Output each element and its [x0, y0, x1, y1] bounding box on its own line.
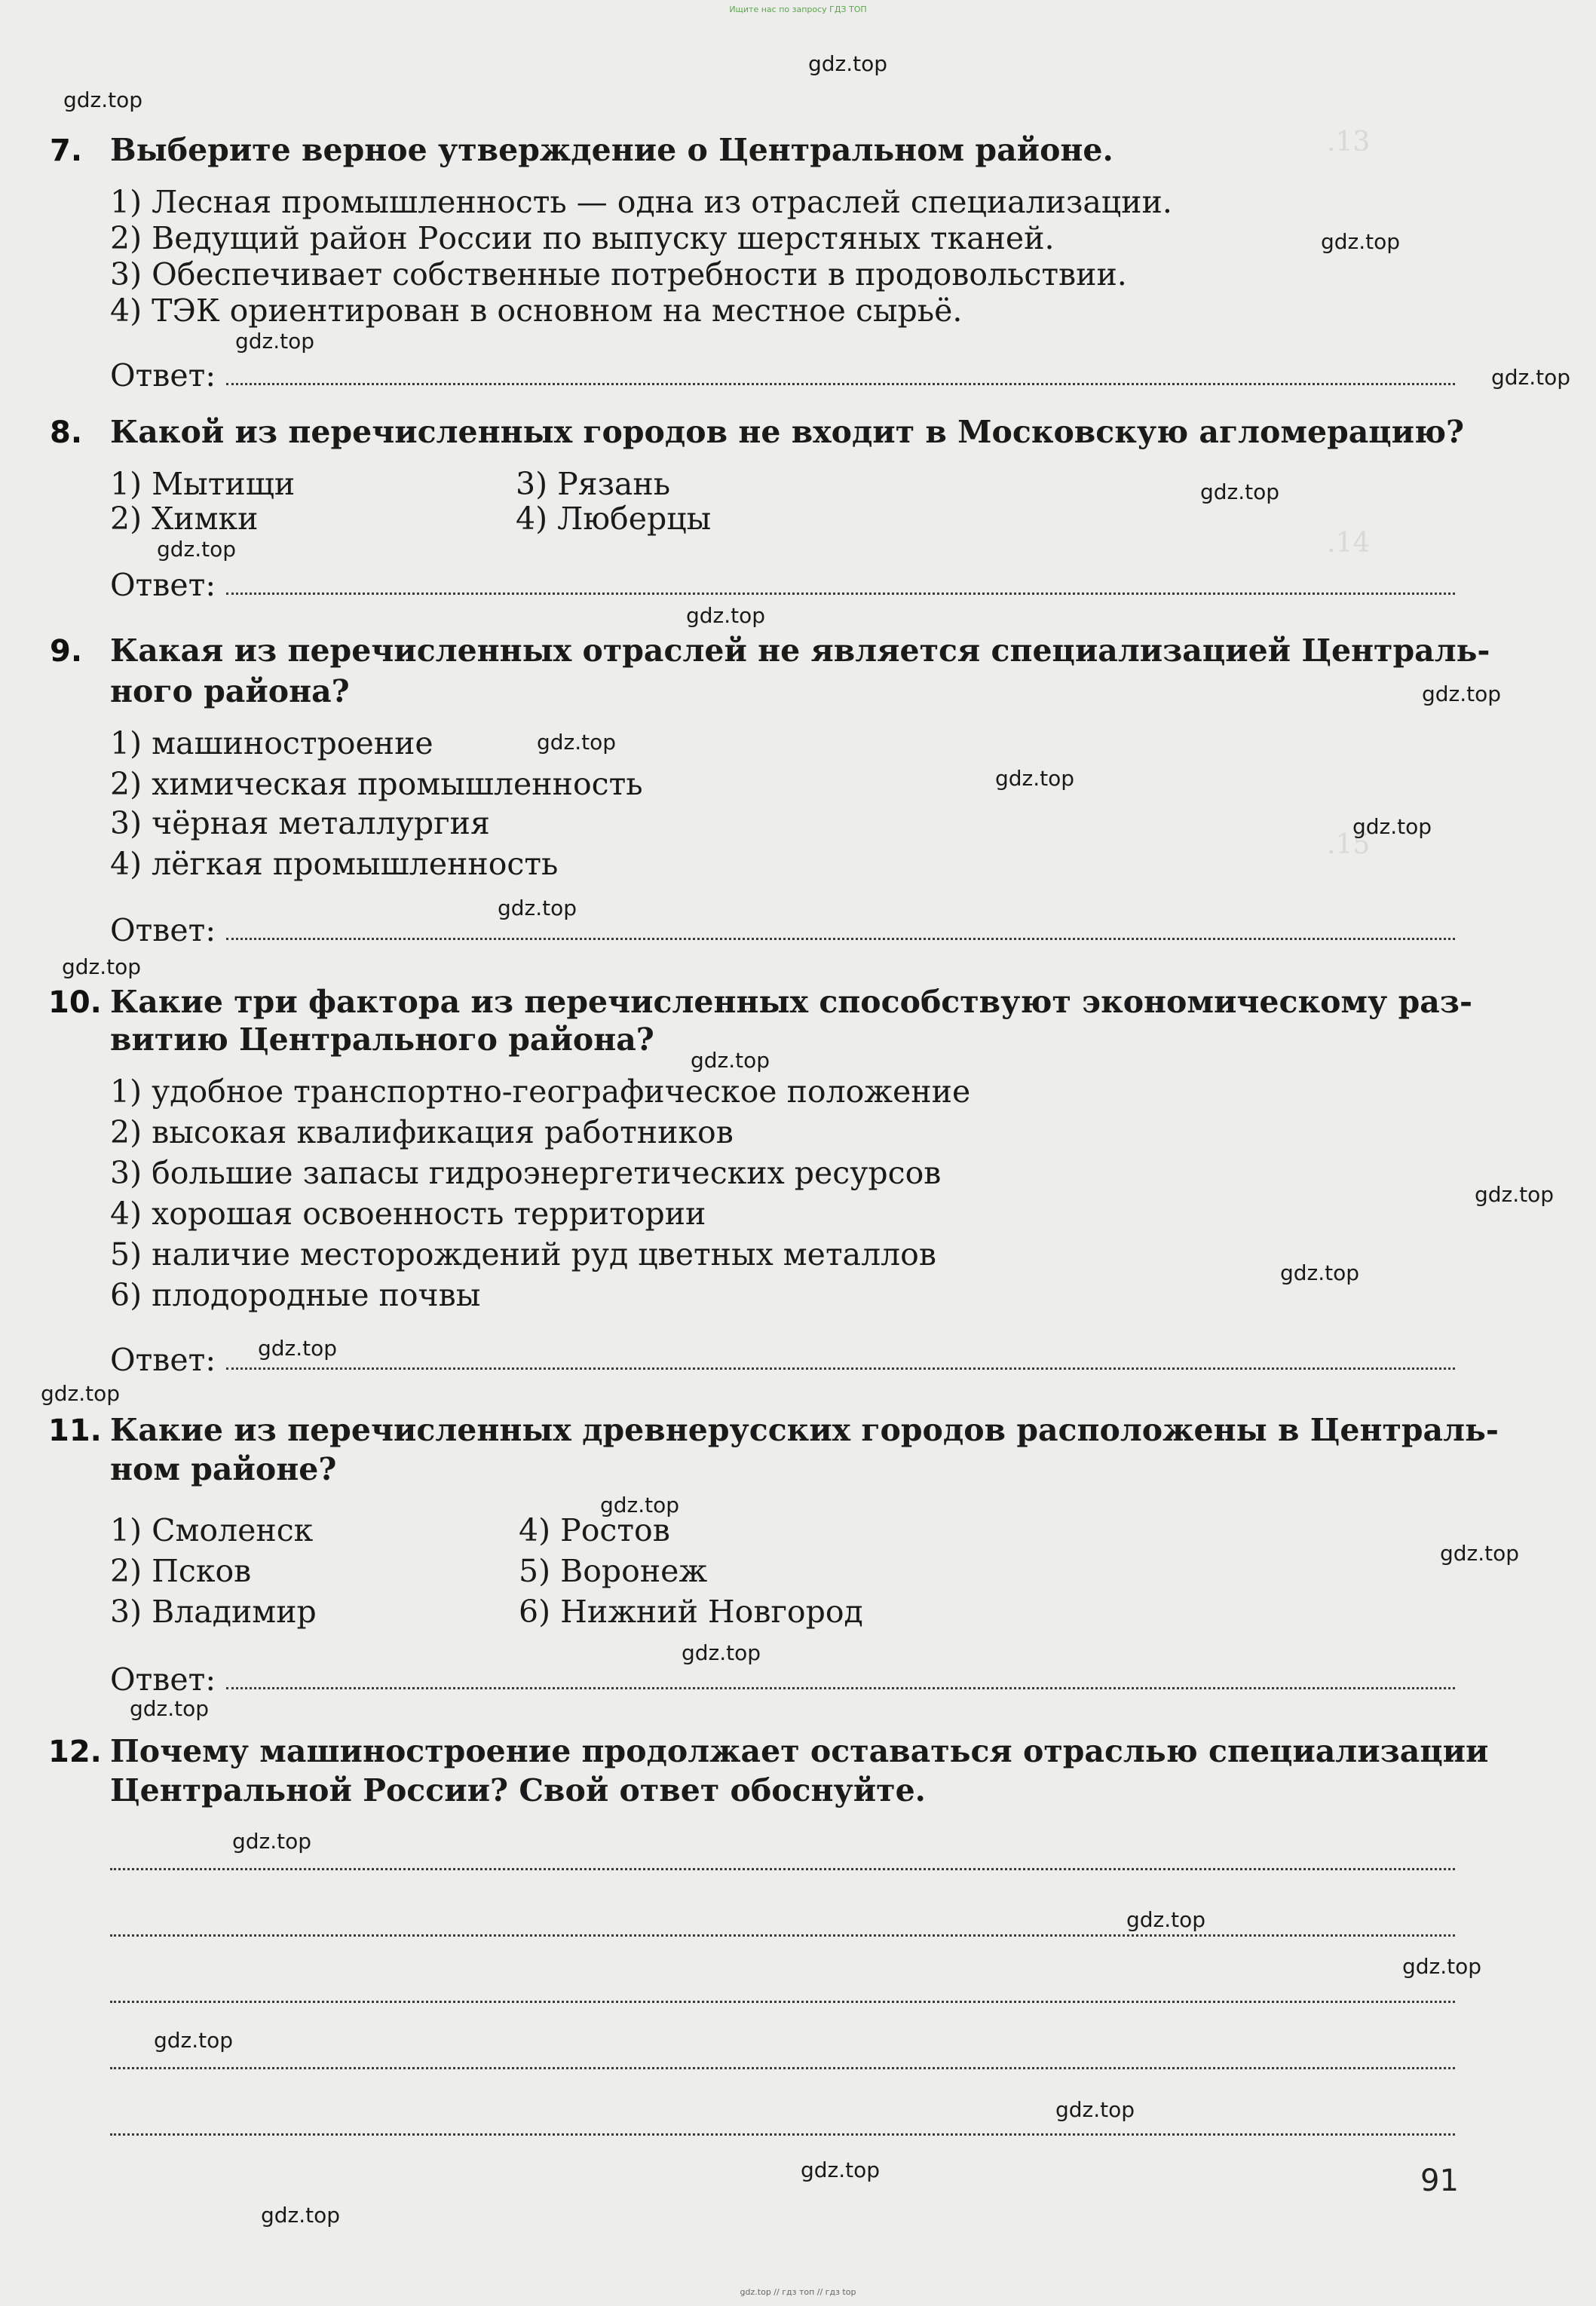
question-9-option-1: 1) машиностроение: [110, 725, 433, 761]
answer-line-12-5[interactable]: [110, 2133, 1455, 2136]
show-through-text: .13: [1327, 127, 1371, 158]
question-11-number: 11.: [48, 1413, 102, 1448]
question-10-option-3: 3) большие запасы гидроэнергетических ресурсов: [110, 1155, 942, 1191]
question-11-option-3: 3) Владимир: [110, 1594, 317, 1630]
question-9-option-4: 4) лёгкая промышленность: [110, 846, 559, 882]
watermark: gdz.top: [691, 1048, 770, 1073]
question-8-option-3: 3) Рязань: [516, 466, 671, 502]
question-10-option-4: 4) хорошая освоенность территории: [110, 1196, 706, 1232]
answer-line-9[interactable]: [226, 938, 1455, 940]
question-11-text-line2: ном районе?: [110, 1451, 337, 1487]
question-11-option-5: 5) Воронеж: [519, 1553, 708, 1589]
question-9-text-line2: ного района?: [110, 673, 350, 709]
watermark: gdz.top: [682, 1640, 761, 1665]
question-9-text-line1: Какая из перечисленных отраслей не является специализацией Централь-: [110, 632, 1490, 669]
answer-label: Ответ:: [110, 567, 216, 603]
watermark: gdz.top: [1280, 1260, 1360, 1285]
watermark: gdz.top: [1440, 1541, 1520, 1566]
page-number: 91: [1420, 2164, 1459, 2198]
watermark: gdz.top: [1055, 2097, 1135, 2122]
watermark: gdz.top: [686, 603, 766, 628]
answer-label: Ответ:: [110, 357, 216, 394]
question-8-option-2: 2) Химки: [110, 501, 259, 537]
watermark: gdz.top: [258, 1336, 338, 1361]
question-12-number: 12.: [48, 1735, 102, 1769]
watermark: gdz.top: [62, 954, 142, 979]
question-7-option-2: 2) Ведущий район России по выпуску шерстяных тканей.: [110, 220, 1055, 256]
answer-line-8[interactable]: [226, 593, 1455, 595]
watermark: gdz.top: [157, 537, 237, 562]
watermark: gdz.top: [1475, 1182, 1555, 1207]
watermark: gdz.top: [1491, 365, 1571, 390]
watermark: gdz.top: [63, 87, 143, 112]
watermark: gdz.top: [1321, 229, 1401, 254]
watermark: gdz.top: [1126, 1907, 1206, 1932]
watermark: gdz.top: [995, 766, 1075, 791]
question-8-number: 8.: [50, 415, 83, 450]
question-12-text-line1: Почему машиностроение продолжает оставаться отраслью специализации: [110, 1733, 1489, 1769]
question-9-option-3: 3) чёрная металлургия: [110, 805, 490, 841]
question-9-number: 9.: [50, 634, 83, 669]
watermark: gdz.top: [1422, 681, 1502, 706]
question-10-text-line1: Какие три фактора из перечисленных способствуют экономическому раз-: [110, 984, 1472, 1020]
question-7-text: Выберите верное утверждение о Центральном районе.: [110, 132, 1114, 168]
question-10-option-6: 6) плодородные почвы: [110, 1277, 481, 1313]
question-7-option-4: 4) ТЭК ориентирован в основном на местное сырьё.: [110, 292, 963, 329]
answer-line-12-1[interactable]: [110, 1868, 1455, 1870]
answer-label: Ответ:: [110, 1342, 216, 1378]
watermark: gdz.top: [235, 329, 315, 354]
question-12-text-line2: Центральной России? Свой ответ обоснуйте.: [110, 1772, 926, 1808]
question-10-option-5: 5) наличие месторождений руд цветных металлов: [110, 1236, 936, 1272]
answer-line-12-4[interactable]: [110, 2067, 1455, 2069]
question-11-option-6: 6) Нижний Новгород: [519, 1594, 863, 1630]
question-10-text-line2: витию Центрального района?: [110, 1021, 654, 1058]
watermark: gdz.top: [600, 1493, 680, 1517]
question-11-option-2: 2) Псков: [110, 1553, 252, 1589]
answer-line-12-3[interactable]: [110, 2001, 1455, 2003]
answer-label: Ответ:: [110, 912, 216, 948]
question-10-number: 10.: [48, 985, 102, 1020]
answer-line-12-2[interactable]: [110, 1934, 1455, 1937]
answer-label: Ответ:: [110, 1661, 216, 1698]
watermark: gdz.top: [261, 2203, 341, 2228]
watermark: gdz.top: [498, 896, 577, 920]
watermark: gdz.top: [537, 730, 617, 755]
question-9-option-2: 2) химическая промышленность: [110, 766, 643, 802]
watermark: gdz.top: [801, 2157, 881, 2182]
question-8-option-1: 1) Мытищи: [110, 466, 296, 502]
watermark: gdz.top: [154, 2028, 234, 2053]
question-8-text: Какой из перечисленных городов не входит в Московскую агломерацию?: [110, 414, 1465, 450]
question-8-option-4: 4) Люберцы: [516, 501, 712, 537]
bottom-banner[interactable]: gdz.top // гдз топ // гдз top: [740, 2287, 856, 2297]
question-11-text-line1: Какие из перечисленных древнерусских городов расположены в Централь-: [110, 1412, 1499, 1448]
top-banner[interactable]: Ищите нас по запросу ГДЗ ТОП: [729, 5, 867, 14]
watermark: gdz.top: [232, 1829, 312, 1854]
watermark: gdz.top: [41, 1381, 121, 1406]
watermark: gdz.top: [1352, 814, 1432, 839]
answer-line-10[interactable]: [226, 1367, 1455, 1370]
watermark: gdz.top: [1200, 479, 1280, 504]
question-10-option-1: 1) удобное транспортно-географическое положение: [110, 1073, 971, 1110]
watermark: gdz.top: [1402, 1954, 1482, 1979]
watermark: gdz.top: [130, 1696, 210, 1721]
question-7-option-3: 3) Обеспечивает собственные потребности в продовольствии.: [110, 256, 1127, 292]
question-7-number: 7.: [50, 133, 83, 168]
watermark: gdz.top: [808, 51, 888, 76]
question-11-option-4: 4) Ростов: [519, 1512, 670, 1548]
show-through-text: .15: [1327, 829, 1371, 860]
show-through-text: .14: [1327, 528, 1371, 559]
question-7-option-1: 1) Лесная промышленность — одна из отраслей специализации.: [110, 184, 1172, 220]
question-10-option-2: 2) высокая квалификация работников: [110, 1114, 734, 1150]
question-11-option-1: 1) Смоленск: [110, 1512, 314, 1548]
answer-line-11[interactable]: [226, 1687, 1455, 1689]
answer-line-7[interactable]: [226, 383, 1455, 385]
